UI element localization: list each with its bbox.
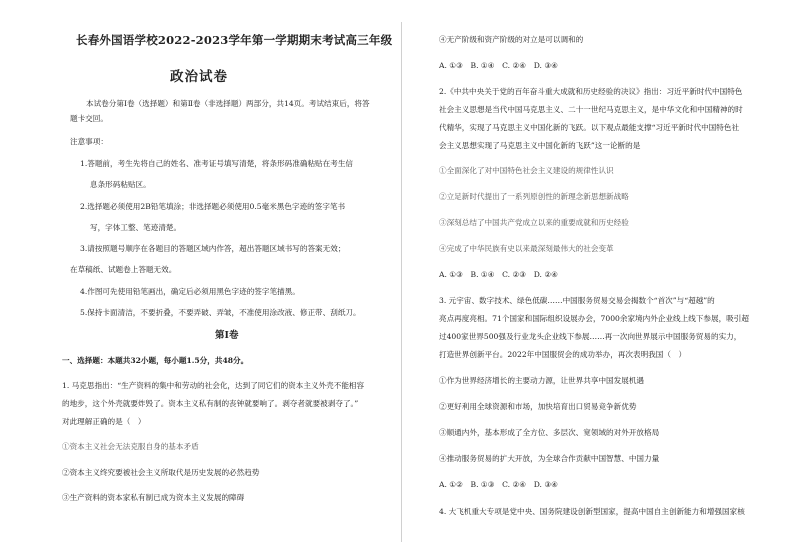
notice-1b: 息条形码粘贴区。 [90,180,151,189]
notice-1a: 1.答题前，考生先将自己的姓名、准考证号填写清楚，将条形码准确粘贴在考生信 [80,159,354,168]
q2-line-3: 代精华，实现了马克思主义中国化新的飞跃。以下观点最能支撑“习近平新时代中国特色社 [439,123,740,132]
notice-5: 5.保持卡面清洁，不要折叠，不要弄破、弄皱，不准使用涂改液、修正带、刮纸刀。 [80,308,361,317]
q2-line-2: 社会主义思想是当代中国马克思主义、二十一世纪马克思主义，是中华文化和中国精神的时 [439,105,743,114]
q3-option-4: ④推动服务贸易的扩大开放，为全球合作贡献中国智慧、中国力量 [439,454,660,463]
q2-option-3: ③深刻总结了中国共产党成立以来的重要成就和历史经验 [439,218,629,227]
q3-answers: A. ①② B. ①③ C. ②④ D. ③④ [439,480,558,489]
q1-line-2: 的地步，这个外壳就要炸毁了。资本主义私有制的丧钟就要响了。剥夺者就要被剥夺了。” [62,399,359,408]
q3-line-1: 3. 元宇宙、数字技术、绿色低碳……中国服务贸易交易会揭数个“首次”与“超越”的 [439,296,715,305]
section-title: 第Ⅰ卷 [215,330,239,341]
q2-option-1: ①全面深化了对中国特色社会主义建设的规律性认识 [439,166,614,175]
exam-subtitle: 政治试卷 [170,69,228,85]
notice-2a: 2.选择题必须使用2B铅笔填涂；非选择题必须使用0.5毫米黑色字迹的签字笔书 [80,202,346,211]
intro-line-2: 题卡交回。 [70,114,108,123]
notice-3a: 3.请按照题号顺序在各题目的答题区域内作答，超出答题区域书写的答案无效； [80,244,346,253]
q3-line-4: 打造世界创新平台。2022年中国服贸会的成功举办，再次表明我国（ ） [439,350,687,359]
q4-line-1: 4. 大飞机重大专项是党中央、国务院建设创新型国家，提高中国自主创新能力和增强国家核 [439,507,745,516]
q2-line-4: 会主义思想实现了马克思主义中国化新的飞跃”这一论断的是 [439,141,641,150]
q2-option-2: ②立足新时代提出了一系列原创性的新理念新思想新战略 [439,192,629,201]
q2-line-1: 2.《中共中央关于党的百年奋斗重大成就和历史经验的决议》指出：习近平新时代中国特色 [439,87,743,96]
q1-option-1: ①资本主义社会无法克服自身的基本矛盾 [62,442,199,451]
intro-line-1: 本试卷分第Ⅰ卷（选择题）和第Ⅱ卷（非选择题）两部分，共14页。考试结束后，将答 [86,99,370,108]
notice-header: 注意事项： [70,137,108,146]
column-divider [401,22,402,542]
q3-line-2: 亮点再度亮相。71个国家和国际组织设展办会，7000余家境内外企业线上线下参展，吸引超 [439,314,749,323]
right-column [405,0,794,560]
q2-option-4: ④完成了中华民族有史以来最深刻最伟大的社会变革 [439,244,614,253]
q1-line-1: 1. 马克思指出：“生产资料的集中和劳动的社会化，达到了同它们的资本主义外壳不能相容 [62,381,365,390]
part-header: 一、选择题：本题共32小题，每小题1.5分，共48分。 [62,356,249,365]
notice-3b: 在草稿纸、试题卷上答题无效。 [70,265,177,274]
exam-title: 长春外国语学校2022-2023学年第一学期期末考试高三年级 [76,33,393,47]
q3-line-3: 过400家世界500强及行业龙头企业线下参展……再一次向世界展示中国服务贸易的实力， [439,332,742,341]
notice-2b: 写，字体工整、笔迹清楚。 [90,223,182,232]
q1-option-4: ④无产阶级和资产阶级的对立是可以调和的 [439,35,584,44]
q1-line-3: 对此理解正确的是（ ） [62,417,146,426]
q1-answers: A. ①③ B. ①④ C. ②④ D. ③④ [439,61,558,70]
q3-option-1: ①作为世界经济增长的主要动力源，让世界共享中国发展机遇 [439,376,645,385]
q2-answers: A. ①③ B. ①④ C. ②③ D. ②④ [439,270,558,279]
notice-4: 4.作图可先使用铅笔画出，确定后必须用黑色字迹的签字笔描黑。 [80,287,300,296]
q3-option-2: ②更好利用全球资源和市场，加快培育出口贸易竞争新优势 [439,402,637,411]
q1-option-3: ③生产资料的资本家私有制已成为资本主义发展的障碍 [62,493,245,502]
q1-option-2: ②资本主义终究要被社会主义所取代是历史发展的必然趋势 [62,468,260,477]
q3-option-3: ③顺通内外，基本形成了全方位、多层次、宽领域的对外开放格局 [439,428,660,437]
